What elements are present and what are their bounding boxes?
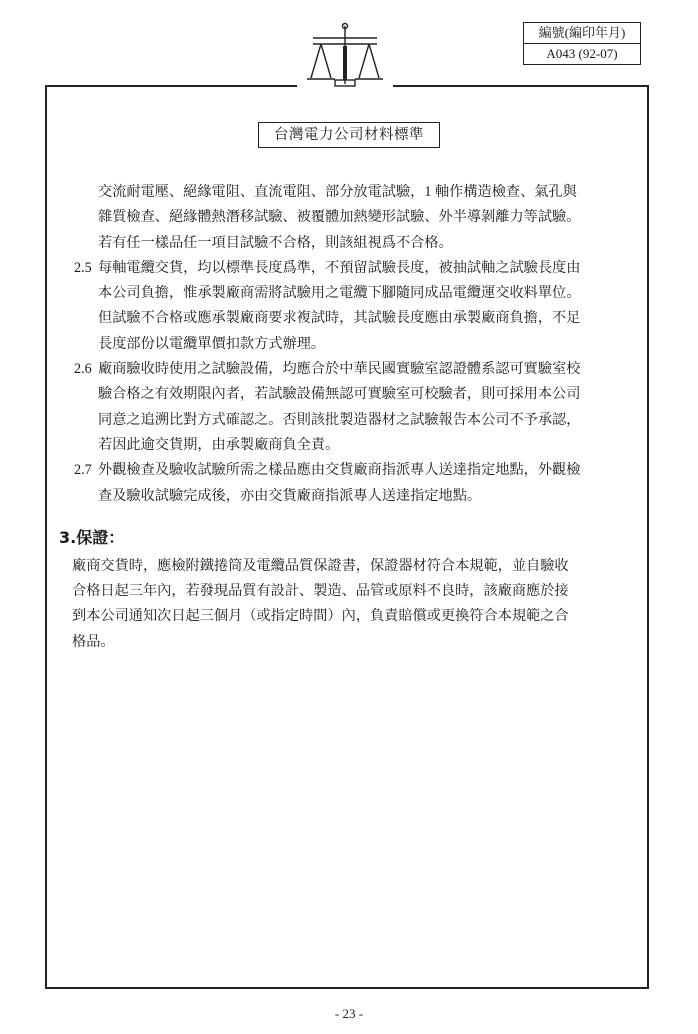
document-code-box — [523, 22, 641, 65]
page-number: - 23 - — [334, 1006, 364, 1021]
clause-2-5 — [74, 256, 634, 357]
text-line: 本公司負擔，惟承製廠商需將試驗用之電纜下腳隨同成品電纜運交收料單位。 — [98, 285, 581, 302]
text-line: 外觀檢查及驗收試驗所需之樣品應由交貨廠商指派專人送達指定地點，外觀檢 — [98, 462, 581, 479]
clause-number: 2.6 — [74, 361, 92, 378]
text-line: 查及驗收試驗完成後，亦由交貨廠商指派專人送達指定地點。 — [98, 487, 482, 504]
code-label: 編號(編印年月) — [538, 25, 626, 40]
text-line: 格品。 — [72, 633, 115, 650]
warranty-paragraph — [72, 554, 634, 655]
text-line: 到本公司通知次日起三個月（或指定時間）內，負責賠償或更換符合本規範之合 — [72, 608, 569, 625]
clause-number: 2.5 — [74, 259, 92, 276]
text-line: 若因此逾交貨期，由承製廠商負全責。 — [98, 436, 340, 453]
section-heading-warranty: 3.保證： — [59, 527, 125, 547]
text-line: 長度部份以電纜單價扣款方式辦理。 — [98, 335, 326, 352]
document-title: 台灣電力公司材料標準 — [258, 122, 440, 148]
text-line: 雜質檢查、絕緣體熱潛移試驗、被覆體加熱變形試驗、外半導剝離力等試驗。 — [98, 209, 581, 226]
text-line: 驗合格之有效期限內者，若試驗設備無認可實驗室可校驗者，則可採用本公司 — [98, 386, 581, 403]
text-line: 合格日起三年內，若發現品質有設計、製造、品管或原料不良時，該廠商應於接 — [72, 583, 569, 600]
clause-2-7 — [74, 458, 634, 509]
text-line: 每軸電纜交貨，均以標準長度爲準，不預留試驗長度，被抽試軸之試驗長度由 — [98, 259, 581, 276]
text-line: 同意之追溯比對方式確認之。否則該批製造器材之試驗報告本公司不予承認， — [98, 411, 581, 428]
clause-number: 2.7 — [74, 462, 92, 479]
clause-2-6 — [74, 357, 634, 458]
scales-of-justice-icon — [305, 22, 385, 98]
text-line: 交流耐電壓、絕緣電阻、直流電阻、部分放電試驗，1 軸作構造檢查、氣孔與 — [98, 184, 577, 200]
intro-paragraph — [74, 180, 634, 256]
text-line: 廠商交貨時，應檢附鐵捲筒及電纜品質保證書，保證器材符合本規範，並自驗收 — [72, 557, 569, 574]
text-line: 但試驗不合格或應承製廠商要求複試時，其試驗長度應由承製廠商負擔，不足 — [98, 310, 581, 327]
text-line: 廠商驗收時使用之試驗設備，均應合於中華民國實驗室認證體系認可實驗室校 — [98, 361, 581, 378]
code-value: A043 (92-07) — [524, 43, 640, 64]
text-line: 若有任一樣品任一項目試驗不合格，則該組視爲不合格。 — [98, 234, 453, 251]
document-body — [59, 180, 634, 655]
